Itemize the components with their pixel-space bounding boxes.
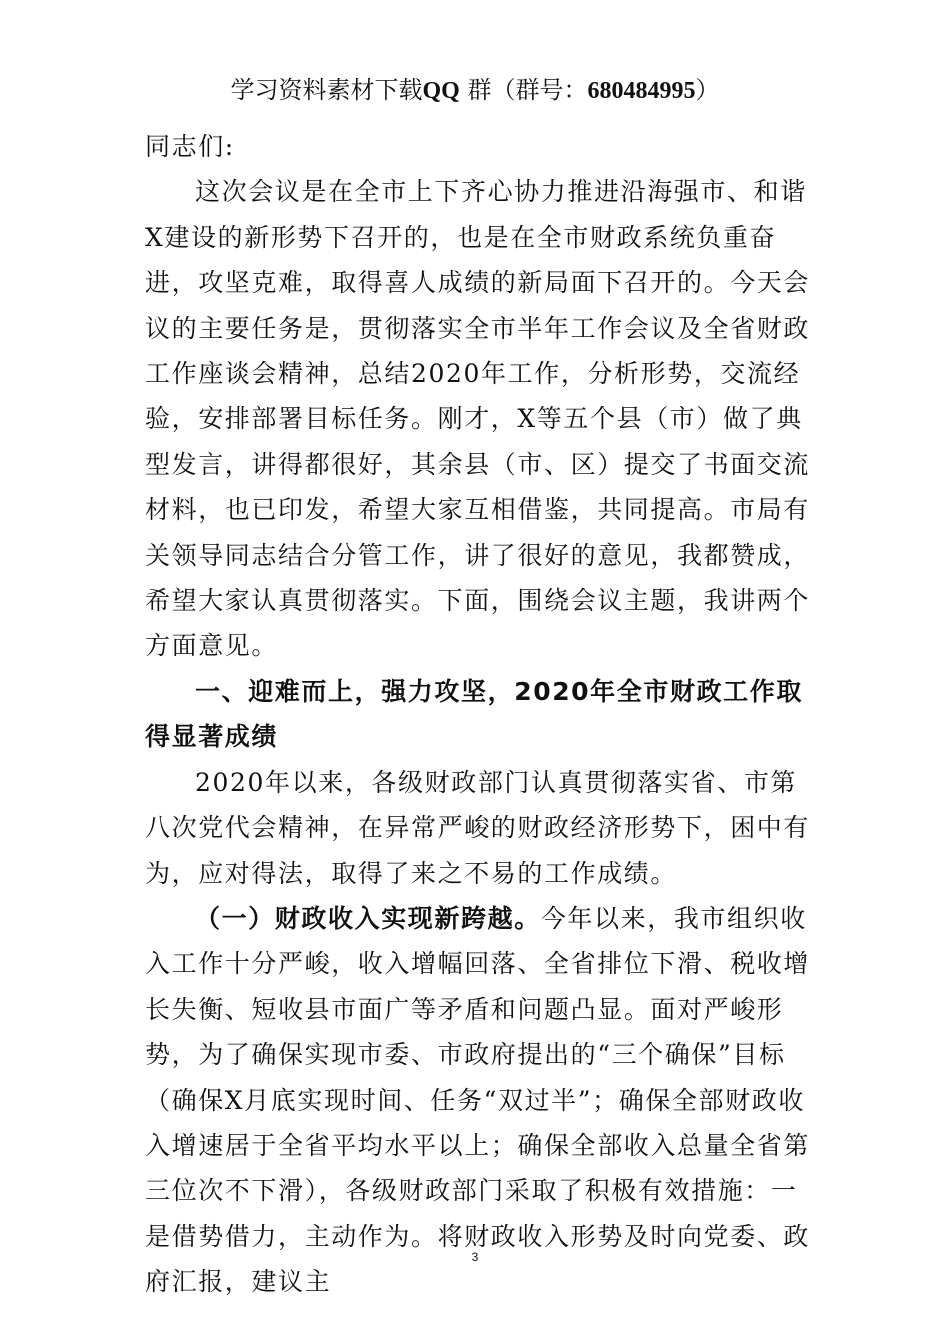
salutation: 同志们: xyxy=(145,132,235,161)
document-body xyxy=(145,124,810,1305)
header-prefix: 学习资料素材下载 xyxy=(230,76,423,104)
download-header xyxy=(0,72,950,109)
header-qq: QQ xyxy=(422,78,460,104)
subsection-body: 今年以来，我市组织收入工作十分严峻，收入增幅回落、全省排位下滑、税收增长失衡、短收县市面广等矛盾和问题凸显。面对严峻形势，为了确保实现市委、市政府提出的“三个确保”目标（确保X月底实现时间、任务“双过半”；确保全部财政收入增速居于全省平均水平以上；确保全部收入总量全省第三位次不下滑），各级财政部门采取了积极有效措施：一是借势借力，主动作为。将财政收入形势及时向党委、政府汇报，建议主 xyxy=(145,903,811,1297)
intro-paragraph: 这次会议是在全市上下齐心协力推进沿海强市、和谐X建设的新形势下召开的，也是在全市财政系统负重奋进，攻坚克难，取得喜人成绩的新局面下召开的。今天会议的主要任务是，贯彻落实全市半年工作会议及全省财政工作座谈会精神，总结2020年工作，分析形势，交流经验，安排部署目标任务。刚才，X等五个县（市）做了典型发言，讲得都很好，其余县（市、区）提交了书面交流材料，也已印发，希望大家互相借鉴，共同提高。市局有关领导同志结合分管工作，讲了很好的意见，我都赞成，希望大家认真贯彻落实。下面，围绕会议主题，我讲两个方面意见。 xyxy=(145,177,811,661)
header-group-label: 群（群号： xyxy=(459,76,588,104)
subsection-lead: （一）财政收入实现新跨越。 xyxy=(195,903,541,933)
summary-paragraph: 2020年以来，各级财政部门认真贯彻落实省、市第八次党代会精神，在异常严峻的财政经济形势下，困中有为，应对得法，取得了来之不易的工作成绩。 xyxy=(145,767,811,888)
page-number: 3 xyxy=(471,1250,479,1264)
header-group-number: 680484995 xyxy=(587,78,696,104)
revenue-paragraph xyxy=(145,896,810,1305)
section-heading: 一、迎难而上，强力攻坚，2020年全市财政工作取得显著成绩 xyxy=(145,676,803,752)
header-suffix: ） xyxy=(695,76,720,104)
